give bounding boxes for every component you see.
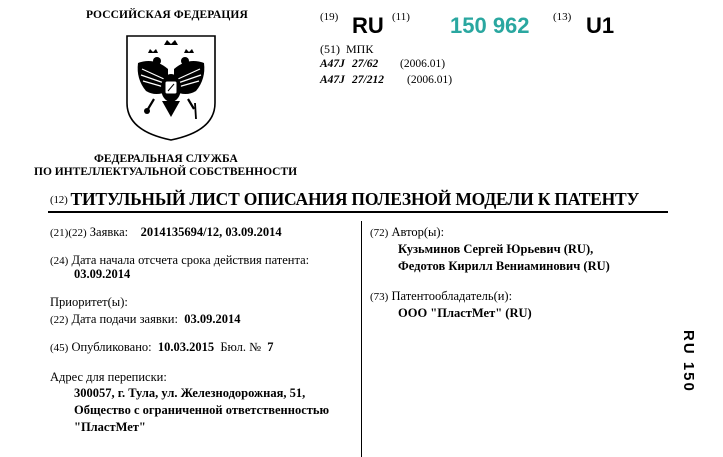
owner-label: Патентообладатель(и): bbox=[391, 289, 513, 303]
owner-code: (73) bbox=[370, 291, 389, 303]
bulletin-label: Бюл. № bbox=[220, 340, 261, 354]
address-label: Адрес для переписки: bbox=[50, 370, 167, 384]
owner-name: ООО "ПластМет" (RU) bbox=[398, 306, 532, 320]
address-line: 300057, г. Тула, ул. Железнодорожная, 51, bbox=[74, 386, 306, 400]
application-value: 2014135694/12, 03.09.2014 bbox=[140, 225, 282, 239]
column-divider bbox=[361, 221, 362, 457]
title-divider bbox=[48, 211, 668, 213]
filing-field bbox=[50, 312, 240, 327]
address-line: "ПластМет" bbox=[74, 420, 146, 434]
agency-name-line1: ФЕДЕРАЛЬНАЯ СЛУЖБА bbox=[94, 153, 238, 165]
owner-header bbox=[370, 289, 512, 304]
address-line: Общество с ограниченной ответственностью bbox=[74, 403, 330, 417]
ipc-header bbox=[320, 42, 373, 57]
ipc-code: (51) bbox=[320, 42, 340, 56]
published-code: (45) bbox=[50, 342, 69, 354]
title-text: ТИТУЛЬНЫЙ ЛИСТ ОПИСАНИЯ ПОЛЕЗНОЙ МОДЕЛИ К ПАТЕНТУ bbox=[70, 189, 640, 209]
application-field bbox=[50, 225, 282, 240]
published-value: 10.03.2015 bbox=[157, 340, 215, 354]
inid-code-19: (19) bbox=[320, 11, 339, 23]
filing-value: 03.09.2014 bbox=[184, 312, 241, 326]
authors-code: (72) bbox=[370, 227, 389, 239]
ipc-section: A47J bbox=[320, 74, 345, 86]
country-name: РОССИЙСКАЯ ФЕДЕРАЦИЯ bbox=[86, 9, 248, 21]
document-title bbox=[50, 189, 639, 210]
published-field bbox=[50, 340, 274, 355]
author-name: Кузьминов Сергей Юрьевич (RU), bbox=[398, 242, 594, 256]
authors-label: Автор(ы): bbox=[391, 225, 445, 239]
inid-code-13: (13) bbox=[553, 11, 572, 23]
term-value: 03.09.2014 bbox=[74, 267, 131, 281]
ipc-version: (2006.01) bbox=[407, 74, 453, 86]
ipc-label: МПК bbox=[346, 42, 374, 56]
ipc-group: 27/62 bbox=[352, 58, 379, 70]
title-code: (12) bbox=[50, 194, 68, 206]
ipc-entry bbox=[320, 58, 445, 70]
filing-label: Дата подачи заявки: bbox=[71, 312, 178, 326]
authors-header bbox=[370, 225, 444, 240]
ipc-entry bbox=[320, 74, 452, 86]
published-label: Опубликовано: bbox=[71, 340, 152, 354]
ipc-version: (2006.01) bbox=[400, 58, 446, 70]
term-label: Дата начала отсчета срока действия патента: bbox=[71, 253, 310, 267]
side-document-number: RU 150 bbox=[680, 330, 697, 393]
author-name: Федотов Кирилл Вениаминович (RU) bbox=[398, 259, 610, 273]
ipc-section: A47J bbox=[320, 58, 345, 70]
coat-of-arms-emblem bbox=[124, 33, 218, 143]
patent-number: 150 962 bbox=[450, 13, 530, 38]
term-field bbox=[50, 253, 309, 268]
bulletin-value: 7 bbox=[267, 340, 274, 354]
application-label: Заявка: bbox=[89, 225, 129, 239]
priority-label: Приоритет(ы): bbox=[50, 295, 128, 309]
inid-code-11: (11) bbox=[392, 11, 410, 23]
document-kind: U1 bbox=[586, 13, 615, 38]
country-code: RU bbox=[352, 13, 384, 38]
application-code: (21)(22) bbox=[50, 227, 87, 239]
term-code: (24) bbox=[50, 255, 69, 267]
filing-code: (22) bbox=[50, 314, 69, 326]
ipc-group: 27/212 bbox=[352, 74, 384, 86]
agency-name-line2: ПО ИНТЕЛЛЕКТУАЛЬНОЙ СОБСТВЕННОСТИ bbox=[34, 166, 298, 178]
